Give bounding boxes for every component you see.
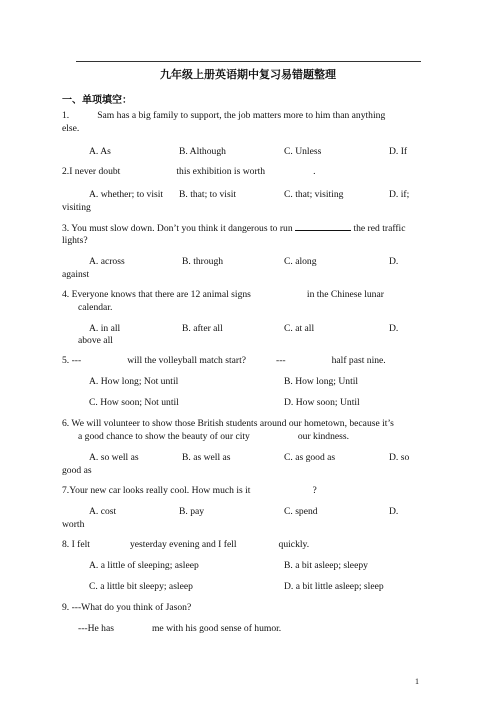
q5-text-middle: will the volleyball match start? [127, 355, 247, 366]
q2-option-b[interactable]: B. that; to visit [179, 189, 237, 200]
q2-continuation: visiting [62, 202, 91, 213]
q1-text: Sam has a big family to support, the job matters more to him than anything [97, 110, 386, 121]
q7-option-b[interactable]: B. pay [179, 506, 205, 517]
question-7 [62, 485, 317, 497]
q7-text-start: 7.Your new car looks really cool. How much is it [62, 485, 251, 496]
q3-option-c[interactable]: C. along [284, 256, 317, 267]
q3-option-a[interactable]: A. across [89, 256, 125, 267]
q8-text-middle: yesterday evening and I fell [129, 539, 237, 550]
q1-number: 1. [62, 110, 70, 121]
q2-text-end: . [313, 166, 316, 177]
header-rule [76, 61, 421, 62]
q3-text-end: the red traffic [353, 223, 406, 234]
q7-option-d-continuation: worth [62, 519, 85, 530]
q5-option-d[interactable]: D. How soon; Until [284, 397, 360, 408]
q3-option-d[interactable]: D. [389, 256, 399, 267]
q6-option-b[interactable]: B. as well as [182, 452, 231, 463]
q4-option-d[interactable]: D. [389, 323, 399, 334]
q7-option-a[interactable]: A. cost [89, 506, 117, 517]
q9-text-start: ---He has [78, 623, 114, 634]
q5-text-end: half past nine. [331, 355, 386, 366]
q3-blank [295, 222, 351, 231]
q3-option-b[interactable]: B. through [182, 256, 224, 267]
q6-text-end: our kindness. [297, 431, 350, 442]
q8-option-c[interactable]: C. a little bit sleepy; asleep [89, 581, 193, 592]
q5-dash: --- [276, 355, 286, 366]
q7-option-d[interactable]: D. [389, 506, 399, 517]
q4-option-d-continuation: above all [78, 335, 113, 346]
section-heading: 一、单项填空： [62, 95, 132, 106]
question-2 [62, 166, 316, 178]
page-title: 九年级上册英语期中复习易错题整理 [160, 68, 336, 81]
q1-option-c[interactable]: C. Unless [284, 146, 322, 157]
q8-option-d[interactable]: D. a bit little asleep; sleep [284, 581, 384, 592]
question-5 [62, 355, 386, 367]
q4-option-b[interactable]: B. after all [182, 323, 223, 334]
q5-option-c[interactable]: C. How soon; Not until [89, 397, 179, 408]
q5-text-start: 5. --- [62, 355, 82, 366]
q2-option-c[interactable]: C. that; visiting [284, 189, 344, 200]
q6-option-c[interactable]: C. as good as [284, 452, 336, 463]
q1-option-b[interactable]: B. Although [179, 146, 226, 157]
q3-option-d-continuation: against [62, 269, 90, 280]
q8-option-b[interactable]: B. a bit asleep; sleepy [284, 560, 368, 571]
q2-option-d[interactable]: D. if; [389, 189, 410, 200]
q6-option-a[interactable]: A. so well as [89, 452, 139, 463]
q8-text-end: quickly. [278, 539, 310, 550]
q3-continuation: lights? [62, 235, 88, 246]
q9-text-end: me with his good sense of humor. [151, 623, 282, 634]
q1-option-a[interactable]: A. As [89, 146, 111, 157]
q6-continuation [78, 431, 349, 443]
question-1 [62, 110, 385, 122]
q5-option-b[interactable]: B. How long; Until [284, 376, 359, 387]
q9-answer-line [78, 623, 281, 635]
q6-text-cont: a good chance to show the beauty of our city [78, 431, 250, 442]
q6-option-d-continuation: good as [62, 465, 92, 476]
q2-text-middle: this exhibition is worth [176, 166, 266, 177]
q4-text-end: in the Chinese lunar [306, 289, 384, 300]
question-6: 6. We will volunteer to show those British students around our hometown, because it’s [62, 418, 394, 429]
q4-option-c[interactable]: C. at all [284, 323, 315, 334]
question-8 [62, 539, 309, 551]
q8-text-start: 8. I felt [62, 539, 90, 550]
question-3 [62, 222, 405, 235]
page-number: 1 [415, 677, 419, 686]
q7-option-c[interactable]: C. spend [284, 506, 318, 517]
q7-text-end: ? [312, 485, 317, 496]
q2-text-start: 2.I never doubt [62, 166, 121, 177]
q1-continuation: else. [62, 123, 80, 134]
q5-option-a[interactable]: A. How long; Not until [89, 376, 179, 387]
q1-option-d[interactable]: D. If [389, 146, 408, 157]
q8-option-a[interactable]: A. a little of sleeping; asleep [89, 560, 199, 571]
q4-text-start: 4. Everyone knows that there are 12 animal signs [62, 289, 251, 300]
question-9: 9. ---What do you think of Jason? [62, 602, 192, 613]
q4-continuation: calendar. [78, 302, 113, 313]
q3-text-start: 3. You must slow down. Don’t you think it dangerous to run [62, 223, 293, 234]
question-4 [62, 289, 384, 301]
q6-option-d[interactable]: D. so [389, 452, 410, 463]
q2-option-a[interactable]: A. whether; to visit [89, 189, 164, 200]
q4-option-a[interactable]: A. in all [89, 323, 121, 334]
